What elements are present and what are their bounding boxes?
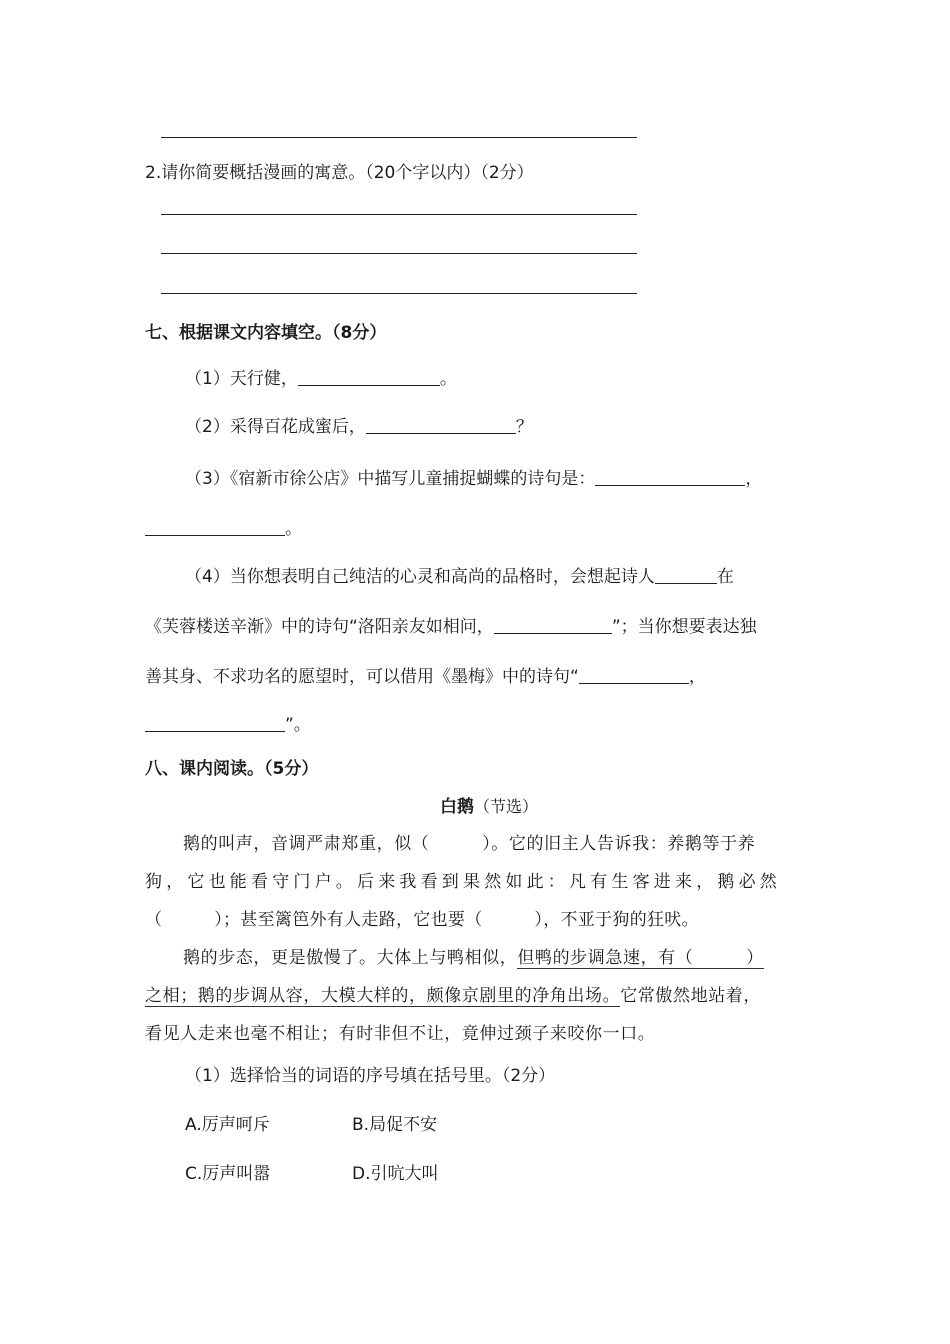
- passage-title: 白鹅（节选）: [440, 797, 539, 817]
- passage-line: 之相；鹅的步调从容，大模大样的，颇像京剧里的净角出场。它常傲然地站着，: [145, 986, 762, 1006]
- blank[interactable]: [595, 468, 745, 486]
- passage-line: 鹅的叫声，音调严肃郑重，似（ ）。它的旧主人告诉我：养鹅等于养: [183, 834, 756, 854]
- item-7-4: （4）当你想表明自己纯洁的心灵和高尚的品格时，会想起诗人 在: [185, 567, 734, 587]
- underlined-sentence: 之相；鹅的步调从容，大模大样的，颇像京剧里的净角出场。: [145, 986, 621, 1006]
- option-c[interactable]: C.厉声叫嚣: [185, 1164, 271, 1184]
- item-7-3-cont: 。: [145, 514, 302, 539]
- passage-line: （ ）；甚至篱笆外有人走路，它也要（ ），不亚于狗的狂吠。: [145, 910, 699, 930]
- blank[interactable]: [655, 566, 717, 584]
- item-7-4-cont3: ”。: [145, 710, 311, 735]
- underlined-sentence: 但鸭的步调急速，有（ ）: [517, 948, 764, 968]
- option-d[interactable]: D.引吭大叫: [352, 1164, 439, 1184]
- blank[interactable]: [145, 714, 285, 732]
- option-b[interactable]: B.局促不安: [352, 1115, 438, 1135]
- section-7-title: 七、根据课文内容填空。（8分）: [145, 323, 387, 343]
- item-7-4-cont1: 《芙蓉楼送辛渐》中的诗句“洛阳亲友如相问， ”；当你想要表达独: [145, 617, 757, 637]
- blank[interactable]: [579, 666, 689, 684]
- blank[interactable]: [494, 616, 612, 634]
- answer-line[interactable]: [161, 137, 637, 138]
- option-a[interactable]: A.厉声呵斥: [185, 1115, 270, 1135]
- question-6-2: 2.请你简要概括漫画的寓意。（20个字以内）（2分）: [145, 163, 534, 183]
- item-7-3: （3）《宿新市徐公店》中描写儿童捕捉蝴蝶的诗句是： ，: [185, 469, 763, 489]
- section-8-title: 八、课内阅读。（5分）: [145, 759, 319, 779]
- answer-line[interactable]: [161, 214, 637, 215]
- item-7-2: （2）采得百花成蜜后， ？: [185, 417, 533, 437]
- answer-line[interactable]: [161, 253, 637, 254]
- blank[interactable]: [366, 416, 516, 434]
- question-8-1: （1）选择恰当的词语的序号填在括号里。（2分）: [185, 1066, 556, 1086]
- passage-line: 狗，它也能看守门户。后来我看到果然如此：凡有生客进来，鹅必然: [145, 872, 781, 892]
- answer-line[interactable]: [161, 293, 637, 294]
- item-7-4-cont2: 善其身、不求功名的愿望时，可以借用《墨梅》中的诗句“ ，: [145, 667, 706, 687]
- item-7-1: （1）天行健， 。: [185, 369, 457, 389]
- blank[interactable]: [298, 368, 440, 386]
- blank[interactable]: [145, 518, 285, 536]
- passage-line: 鹅的步态，更是傲慢了。大体上与鸭相似，但鸭的步调急速，有（ ）: [183, 948, 764, 968]
- passage-line: 看见人走来也毫不相让；有时非但不让，竟伸过颈子来咬你一口。: [145, 1024, 656, 1044]
